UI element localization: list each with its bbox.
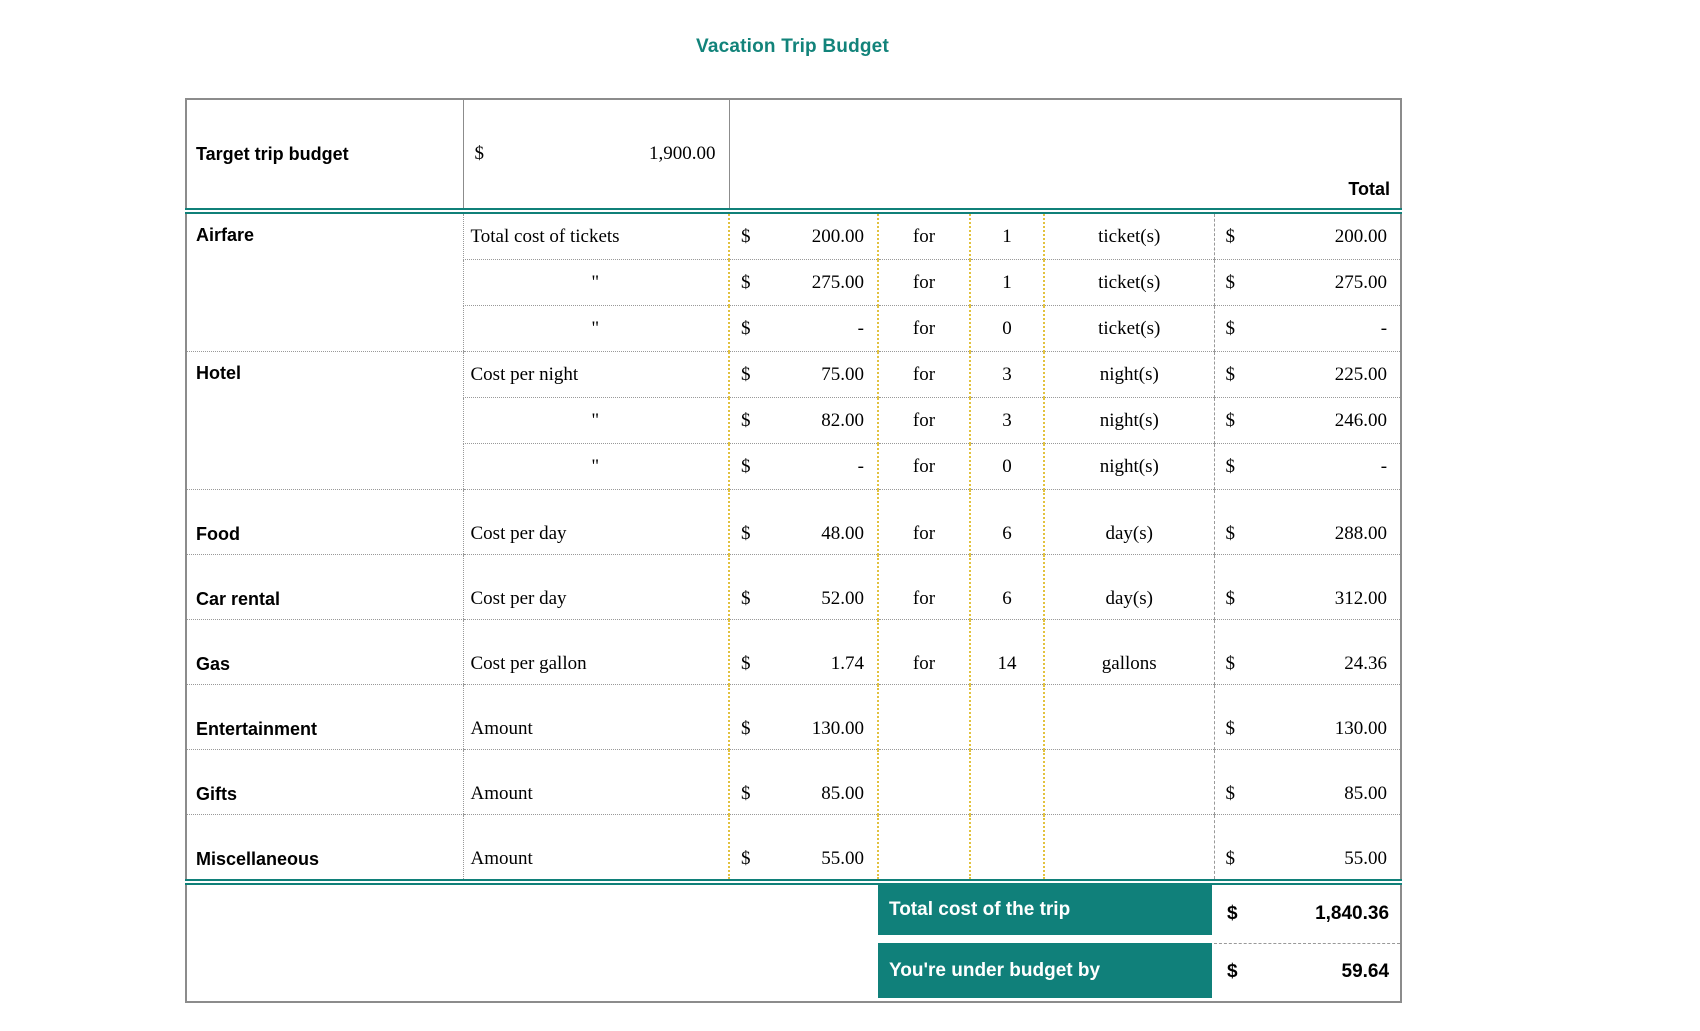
- for-cell: for: [878, 620, 970, 685]
- category-cell: Gas: [186, 620, 463, 685]
- category-cell: Food: [186, 490, 463, 555]
- for-cell: [878, 685, 970, 750]
- table-row: [186, 352, 1401, 398]
- budget-table: [185, 98, 1402, 1003]
- total-cell: [1214, 750, 1401, 815]
- quantity-cell: [970, 815, 1044, 883]
- currency-symbol: $: [1225, 455, 1235, 477]
- quantity-cell: 0: [970, 444, 1044, 490]
- quantity-cell: 3: [970, 352, 1044, 398]
- currency-symbol: $: [1225, 363, 1235, 385]
- unit-cell: day(s): [1044, 490, 1214, 555]
- currency-symbol: $: [741, 588, 751, 609]
- total-cell: [1214, 444, 1401, 490]
- for-cell: for: [878, 306, 970, 352]
- currency-symbol: $: [741, 455, 751, 477]
- unit-cell: ticket(s): [1044, 306, 1214, 352]
- total-cell: [1214, 555, 1401, 620]
- description-cell: ": [463, 444, 729, 490]
- currency-symbol: $: [1227, 902, 1238, 924]
- summary-row: [186, 943, 1401, 1002]
- currency-symbol: $: [1225, 718, 1235, 739]
- category-cell: Miscellaneous: [186, 815, 463, 883]
- total-value: 275.00: [1334, 271, 1388, 293]
- table-row: [186, 620, 1401, 685]
- unit-cell: [1044, 815, 1214, 883]
- target-budget-value-cell: [463, 99, 729, 211]
- currency-symbol: $: [1225, 848, 1235, 869]
- unit-cell: night(s): [1044, 352, 1214, 398]
- total-cell: [1214, 490, 1401, 555]
- currency-symbol: $: [1225, 225, 1235, 247]
- table-row: [186, 815, 1401, 883]
- summary-value: 59.64: [1341, 961, 1390, 982]
- currency-symbol: $: [1227, 961, 1238, 982]
- page-title: Vacation Trip Budget: [696, 36, 889, 57]
- amount-value: -: [857, 455, 864, 477]
- summary-label: You're under budget by: [878, 943, 1212, 998]
- amount-value: 55.00: [821, 848, 864, 869]
- category-cell: Entertainment: [186, 685, 463, 750]
- currency-symbol: $: [1225, 271, 1235, 293]
- total-cell: [1214, 398, 1401, 444]
- description-cell: Cost per night: [463, 352, 729, 398]
- amount-cell: [729, 444, 878, 490]
- category-cell: Car rental: [186, 555, 463, 620]
- total-value: 312.00: [1334, 588, 1388, 609]
- total-value: 24.36: [1344, 653, 1388, 674]
- quantity-cell: 6: [970, 490, 1044, 555]
- target-budget-label: Target trip budget: [186, 99, 463, 211]
- category-cell: Hotel: [186, 352, 463, 490]
- amount-cell: [729, 211, 878, 260]
- currency-symbol: $: [1225, 409, 1235, 431]
- for-cell: for: [878, 211, 970, 260]
- amount-value: 75.00: [821, 363, 864, 385]
- currency-symbol: $: [741, 718, 751, 739]
- under-budget-value-cell: [1214, 943, 1401, 1002]
- trip-total-value-cell: [1214, 882, 1401, 943]
- amount-value: 200.00: [811, 225, 864, 247]
- total-value: -: [1380, 455, 1388, 477]
- amount-cell: [729, 685, 878, 750]
- amount-value: 82.00: [821, 409, 864, 431]
- amount-value: -: [857, 317, 864, 339]
- for-cell: for: [878, 260, 970, 306]
- amount-cell: [729, 306, 878, 352]
- for-cell: for: [878, 555, 970, 620]
- unit-cell: night(s): [1044, 444, 1214, 490]
- for-cell: [878, 815, 970, 883]
- amount-cell: [729, 398, 878, 444]
- quantity-cell: [970, 685, 1044, 750]
- total-value: 288.00: [1334, 523, 1388, 544]
- total-cell: [1214, 620, 1401, 685]
- currency-symbol: $: [741, 271, 751, 293]
- summary-spacer: [186, 943, 878, 1002]
- total-value: 85.00: [1344, 783, 1388, 804]
- for-cell: for: [878, 444, 970, 490]
- table-row: [186, 685, 1401, 750]
- unit-cell: night(s): [1044, 398, 1214, 444]
- quantity-cell: 3: [970, 398, 1044, 444]
- quantity-cell: 1: [970, 211, 1044, 260]
- description-cell: Total cost of tickets: [463, 211, 729, 260]
- unit-cell: [1044, 750, 1214, 815]
- table-row: [186, 490, 1401, 555]
- quantity-cell: [970, 750, 1044, 815]
- unit-cell: gallons: [1044, 620, 1214, 685]
- total-cell: [1214, 685, 1401, 750]
- total-value: 246.00: [1334, 409, 1388, 431]
- total-cell: [1214, 260, 1401, 306]
- currency-symbol: $: [1225, 317, 1235, 339]
- currency-symbol: $: [741, 523, 751, 544]
- description-cell: Cost per day: [463, 555, 729, 620]
- total-value: 55.00: [1344, 848, 1388, 869]
- header-row: [186, 99, 1401, 211]
- summary-value: 1,840.36: [1315, 902, 1390, 924]
- description-cell: Cost per gallon: [463, 620, 729, 685]
- for-cell: for: [878, 398, 970, 444]
- total-value: -: [1380, 317, 1388, 339]
- currency-symbol: $: [1225, 653, 1235, 674]
- amount-value: 130.00: [811, 718, 864, 739]
- category-cell: Airfare: [186, 211, 463, 352]
- for-cell: [878, 750, 970, 815]
- quantity-cell: 1: [970, 260, 1044, 306]
- amount-value: 85.00: [821, 783, 864, 804]
- currency-symbol: $: [474, 143, 484, 164]
- quantity-cell: 14: [970, 620, 1044, 685]
- total-cell: [1214, 352, 1401, 398]
- description-cell: ": [463, 306, 729, 352]
- quantity-cell: 6: [970, 555, 1044, 620]
- amount-value: 52.00: [821, 588, 864, 609]
- unit-cell: ticket(s): [1044, 260, 1214, 306]
- table-row: [186, 211, 1401, 260]
- currency-symbol: $: [741, 363, 751, 385]
- amount-cell: [729, 815, 878, 883]
- description-cell: ": [463, 260, 729, 306]
- currency-symbol: $: [741, 848, 751, 869]
- summary-label: Total cost of the trip: [878, 885, 1212, 935]
- currency-symbol: $: [741, 783, 751, 804]
- currency-symbol: $: [741, 409, 751, 431]
- amount-cell: [729, 260, 878, 306]
- amount-value: 275.00: [811, 271, 864, 293]
- total-value: 200.00: [1334, 225, 1388, 247]
- amount-cell: [729, 555, 878, 620]
- amount-cell: [729, 620, 878, 685]
- currency-symbol: $: [741, 317, 751, 339]
- total-cell: [1214, 211, 1401, 260]
- total-value: 225.00: [1334, 363, 1388, 385]
- currency-symbol: $: [1225, 783, 1235, 804]
- target-budget-value: 1,900.00: [649, 143, 716, 164]
- category-cell: Gifts: [186, 750, 463, 815]
- currency-symbol: $: [741, 225, 751, 247]
- amount-value: 1.74: [830, 653, 864, 674]
- description-cell: ": [463, 398, 729, 444]
- total-column-header: Total: [729, 99, 1401, 211]
- currency-symbol: $: [741, 653, 751, 674]
- amount-value: 48.00: [821, 523, 864, 544]
- trip-total-label-cell: [878, 882, 1214, 943]
- total-value: 130.00: [1334, 718, 1388, 739]
- summary-row: [186, 882, 1401, 943]
- total-cell: [1214, 815, 1401, 883]
- under-budget-label-cell: [878, 943, 1214, 1002]
- for-cell: for: [878, 352, 970, 398]
- amount-cell: [729, 352, 878, 398]
- total-cell: [1214, 306, 1401, 352]
- unit-cell: [1044, 685, 1214, 750]
- table-row: [186, 555, 1401, 620]
- unit-cell: day(s): [1044, 555, 1214, 620]
- summary-spacer: [186, 882, 878, 943]
- amount-cell: [729, 490, 878, 555]
- description-cell: Amount: [463, 815, 729, 883]
- quantity-cell: 0: [970, 306, 1044, 352]
- unit-cell: ticket(s): [1044, 211, 1214, 260]
- description-cell: Amount: [463, 750, 729, 815]
- currency-symbol: $: [1225, 588, 1235, 609]
- description-cell: Amount: [463, 685, 729, 750]
- table-row: [186, 750, 1401, 815]
- amount-cell: [729, 750, 878, 815]
- description-cell: Cost per day: [463, 490, 729, 555]
- for-cell: for: [878, 490, 970, 555]
- currency-symbol: $: [1225, 523, 1235, 544]
